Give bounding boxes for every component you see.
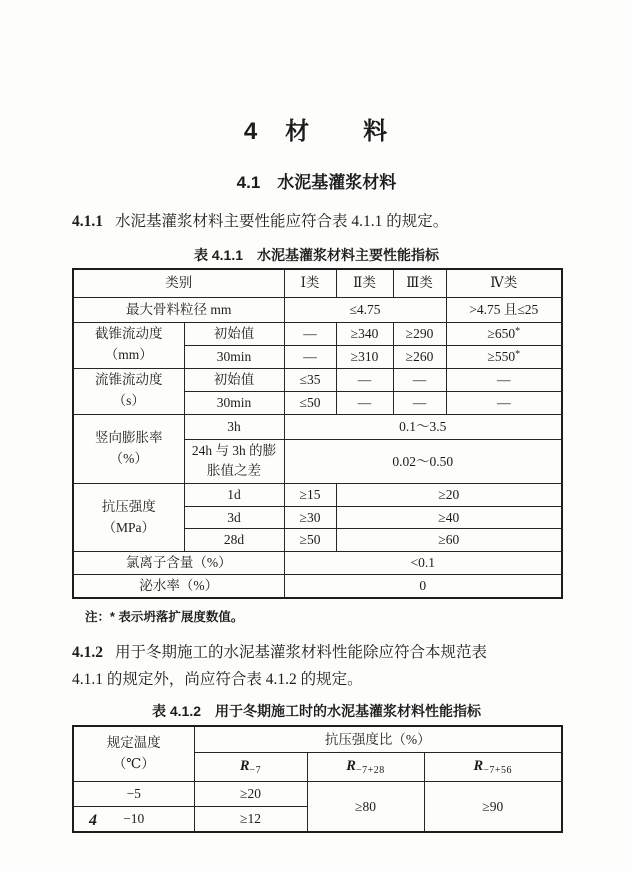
temp-minus5: −5 (73, 782, 194, 807)
table-cell: — (446, 391, 562, 414)
r756-value: ≥90 (424, 782, 562, 832)
clause-number: 4.1.1 (72, 213, 103, 230)
table-row (73, 322, 562, 345)
funnel-initial-label: 初始值 (184, 368, 284, 391)
header-category: 类别 (73, 269, 284, 297)
table-cell (446, 345, 562, 368)
table-cell: — (284, 322, 336, 345)
temp-minus10: −10 (73, 807, 194, 832)
table-cell: — (336, 391, 393, 414)
table-row (73, 575, 562, 598)
temp-header (73, 726, 194, 782)
clause-4-1-1 (72, 208, 561, 235)
table-cell: — (393, 368, 446, 391)
r728-value: ≥80 (307, 782, 424, 832)
cone-30min-label: 30min (184, 345, 284, 368)
cone-flow-unit: （mm） (104, 347, 153, 362)
clause-text: 水泥基灌浆材料主要性能应符合表 4.1.1 的规定。 (115, 213, 449, 230)
r-variable (346, 757, 385, 776)
expansion-diff-label (184, 439, 284, 484)
table-cell: ≥260 (393, 345, 446, 368)
table-row (73, 552, 562, 575)
header-class-2: Ⅱ类 (336, 269, 393, 297)
r-base: R (346, 757, 356, 774)
r-variable (239, 757, 262, 776)
table-1-caption: 表 4.1.1 水泥基灌浆材料主要性能指标 (193, 247, 440, 263)
expansion-unit: （%） (109, 450, 148, 466)
cone-initial-label: 初始值 (184, 322, 284, 345)
r-subscript: −7+28 (355, 764, 385, 776)
table-row (73, 269, 562, 297)
strength-name: 抗压强度 (101, 498, 156, 514)
cell-value: ≥550 (487, 348, 516, 364)
footnote-star: * (515, 348, 521, 360)
table-cell: ≥50 (284, 529, 336, 552)
clause-4-1-2 (72, 639, 561, 693)
table-cell: ≤50 (284, 391, 336, 414)
funnel-flow-label (73, 368, 184, 414)
chapter-title: 4 材 料 (243, 118, 390, 145)
funnel-flow-unit: （s） (112, 393, 145, 408)
table-footnote: 注：* 表示坍落扩展度数值。 (85, 609, 244, 624)
cone-flow-name: 截锥流动度 (95, 326, 163, 342)
table-cell: ≥20 (336, 484, 562, 507)
r-subscript: −7 (249, 764, 262, 776)
header-class-1: Ⅰ类 (284, 269, 336, 297)
table-cell: ≥15 (284, 484, 336, 507)
bleeding-label: 泌水率（%） (73, 575, 284, 598)
label-line: 24h 与 3h 的膨 (191, 442, 277, 458)
page-content (72, 0, 561, 833)
table-cell: ≥12 (194, 807, 307, 832)
strength-3d-label: 3d (184, 506, 284, 529)
r756-header (424, 753, 562, 782)
table-cell: — (336, 368, 393, 391)
strength-28d-label: 28d (184, 529, 284, 552)
table-cell: ≥290 (393, 322, 446, 345)
table-2-caption: 表 4.1.2 用于冬期施工时的水泥基灌浆材料性能指标 (151, 702, 482, 719)
expansion-name: 竖向膨胀率 (95, 430, 163, 445)
r7-header (194, 753, 307, 782)
table-cell: — (393, 391, 446, 414)
table-row (73, 297, 562, 322)
label-line: 胀值之差 (207, 463, 261, 479)
r-base: R (239, 757, 250, 774)
ratio-header: 抗压强度比（%） (194, 726, 562, 753)
table-row (73, 414, 562, 439)
strength-unit: （MPa） (102, 519, 155, 535)
aggregate-value-4: >4.75 且≤25 (446, 297, 562, 322)
header-class-3: Ⅲ类 (393, 269, 446, 297)
table-cell: — (446, 368, 562, 391)
header-class-4: Ⅳ类 (446, 269, 562, 297)
cell-value: ≥650 (487, 325, 516, 341)
r-subscript: −7+56 (483, 764, 512, 776)
funnel-30min-label: 30min (184, 391, 284, 414)
table-cell: ≥30 (284, 506, 336, 529)
table-cell: — (284, 345, 336, 368)
expansion-diff-value: 0.02～0.50 (284, 439, 562, 484)
expansion-3h-value: 0.1～3.5 (284, 414, 562, 439)
table-cell: ≥20 (194, 782, 307, 807)
funnel-flow-name: 流锥流动度 (95, 372, 163, 388)
clause-number: 4.1.2 (72, 643, 103, 661)
table-row (73, 726, 562, 753)
strength-label (73, 484, 184, 552)
bleeding-value: 0 (284, 575, 562, 598)
temp-header-line2: （℃） (112, 755, 155, 771)
clause-text-line1: 用于冬期施工的水泥基灌浆材料性能除应符合本规范表 (115, 643, 488, 661)
temp-header-line1: 规定温度 (106, 734, 161, 750)
chloride-value: <0.1 (284, 552, 562, 575)
table-4-1-1 (72, 268, 563, 599)
table-cell: ≥310 (336, 345, 393, 368)
aggregate-value-123: ≤4.75 (284, 297, 446, 322)
chloride-label: 氯离子含量（%） (73, 552, 284, 575)
section-title: 4.1 水泥基灌浆材料 (236, 173, 397, 192)
table-cell: ≥340 (336, 322, 393, 345)
strength-1d-label: 1d (184, 484, 284, 507)
expansion-label (73, 414, 184, 484)
table-row (73, 368, 562, 391)
table-cell: ≥40 (336, 506, 562, 529)
page-number: 4 (89, 812, 97, 829)
table-cell: ≥60 (336, 529, 562, 552)
table-row (73, 782, 562, 807)
cone-flow-label (73, 322, 184, 368)
table-cell: ≤35 (284, 368, 336, 391)
expansion-3h-label: 3h (184, 414, 284, 439)
r-base: R (473, 757, 484, 774)
r728-header (307, 753, 424, 782)
clause-text-line2: 4.1.1 的规定外，尚应符合表 4.1.2 的规定。 (72, 670, 363, 688)
table-4-1-2 (72, 725, 563, 833)
r-variable (473, 757, 512, 776)
footnote-star: * (515, 325, 521, 337)
table-row (73, 484, 562, 507)
table-cell (446, 322, 562, 345)
aggregate-label: 最大骨料粒径 mm (73, 297, 284, 322)
